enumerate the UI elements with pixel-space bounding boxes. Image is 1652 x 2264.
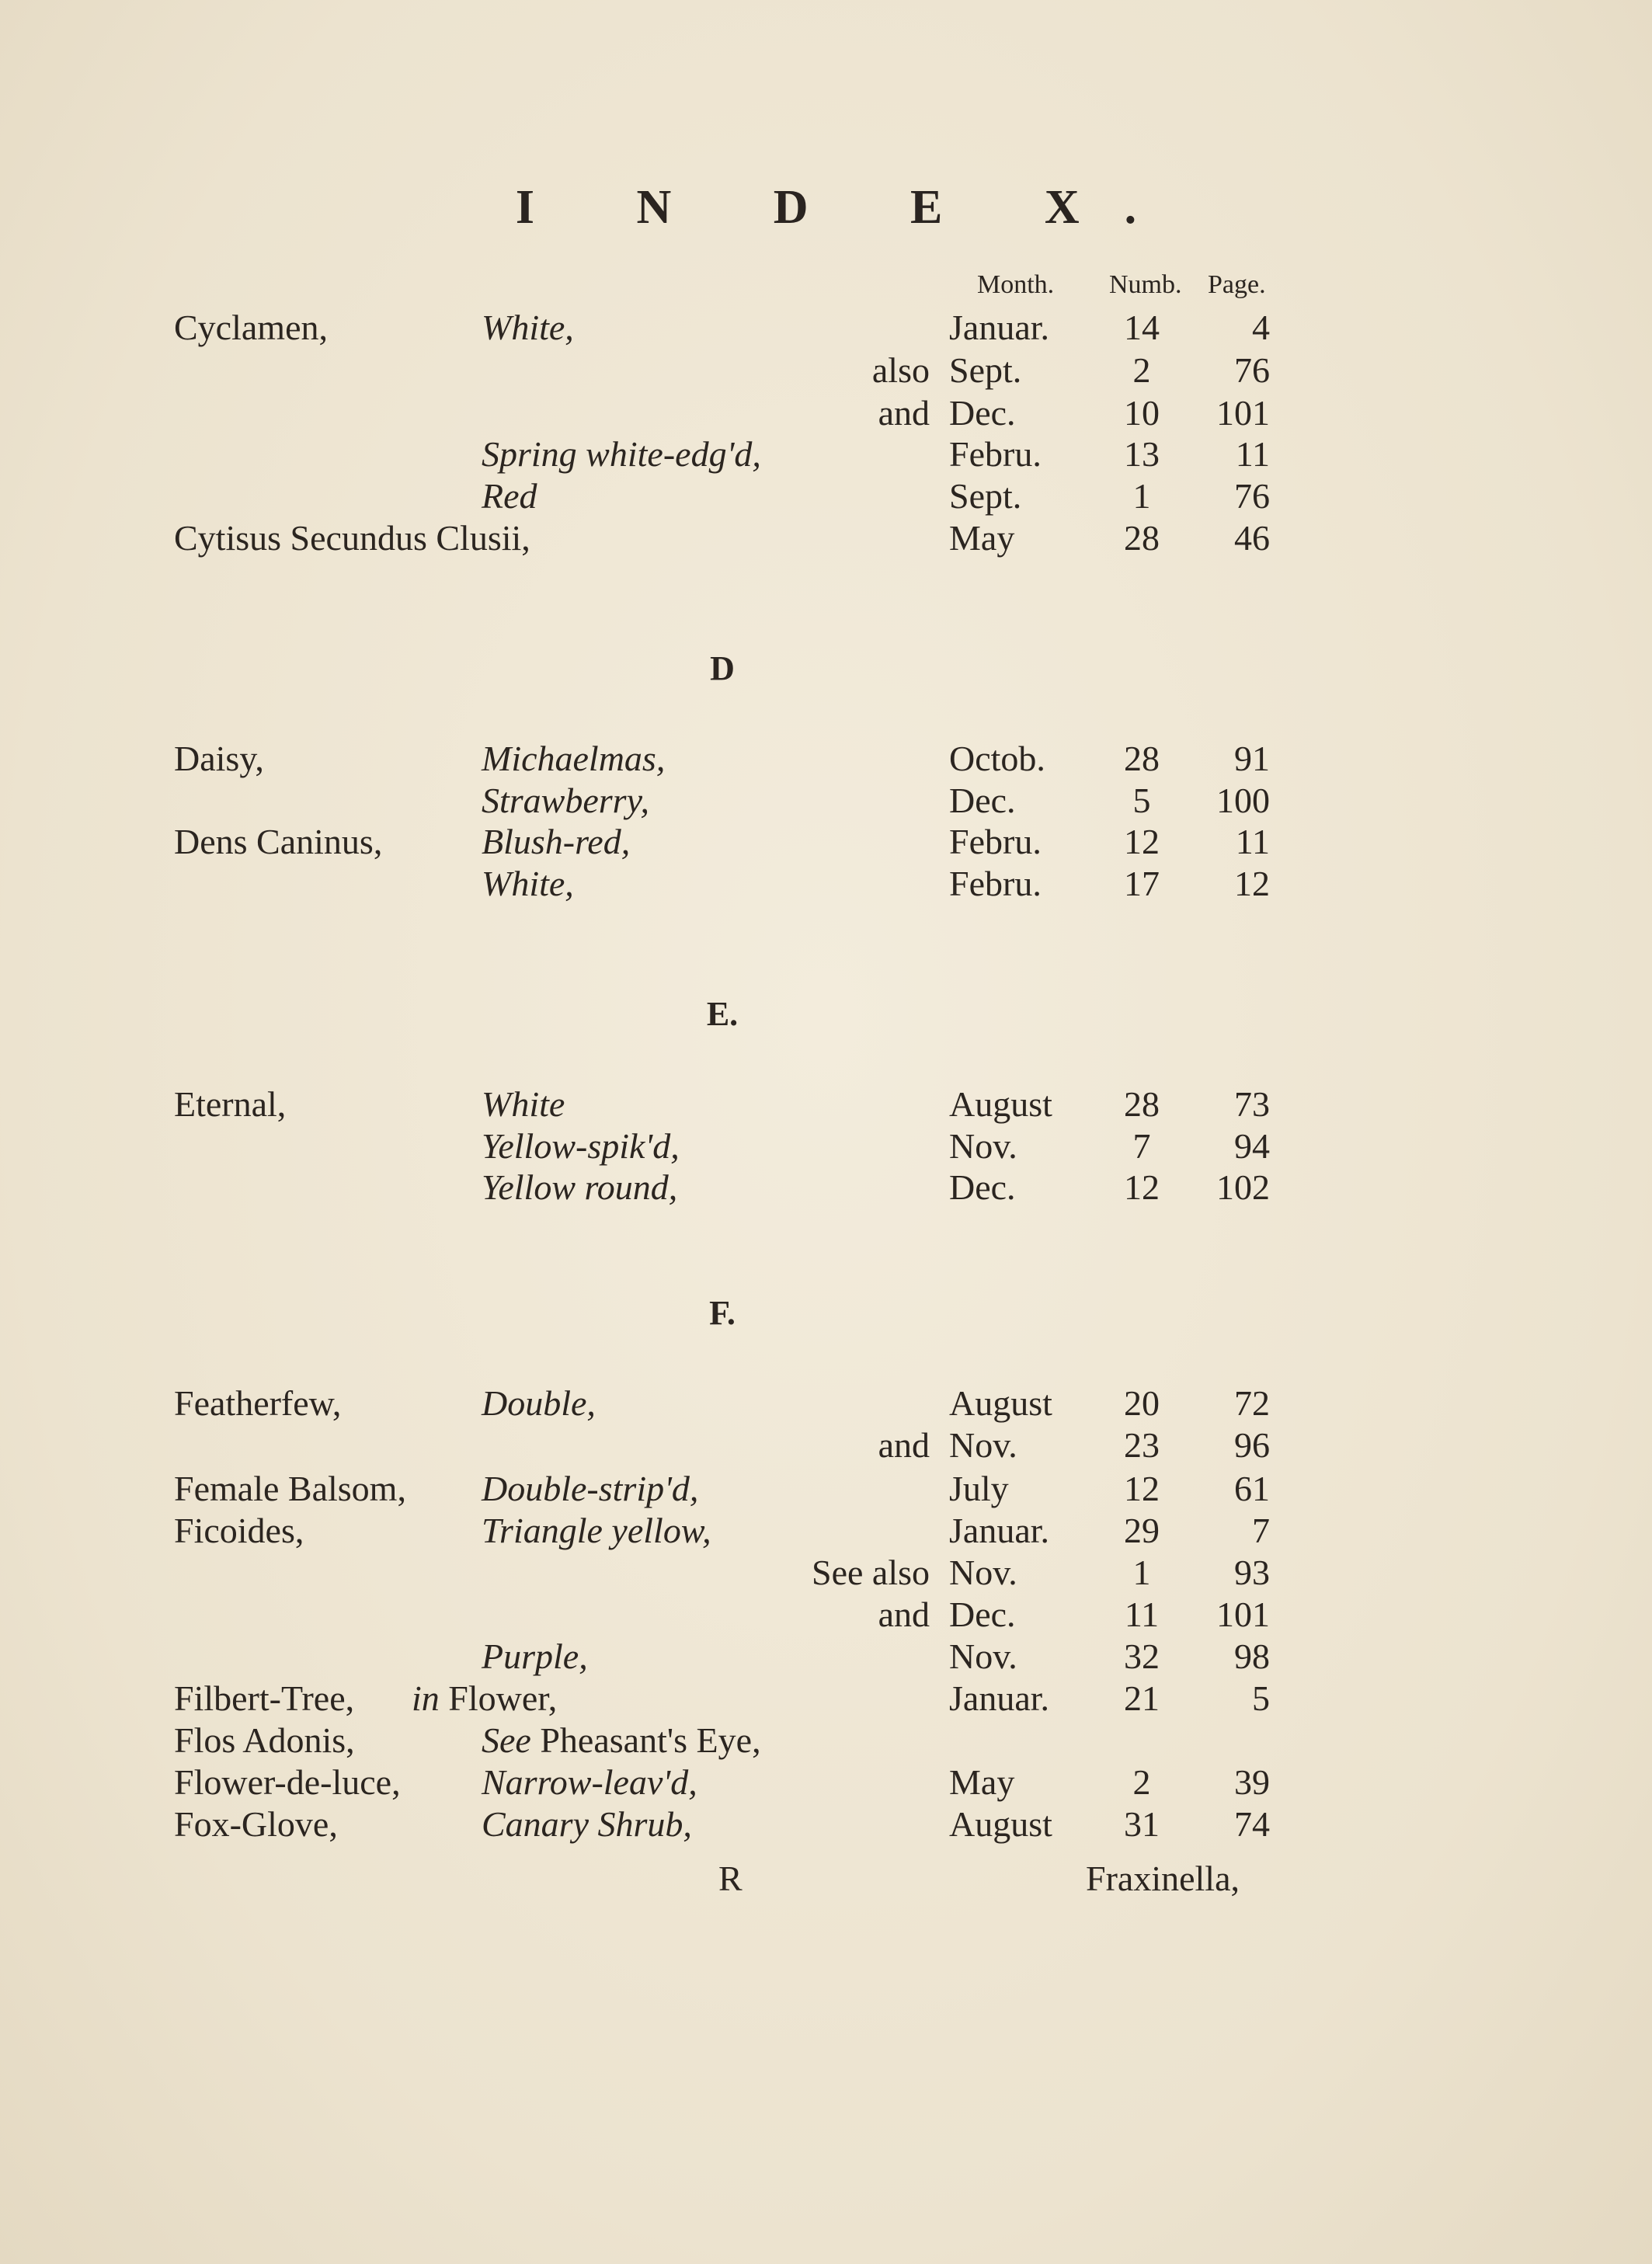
index-entry-row [0,863,1652,906]
entry-page: 98 [1234,1636,1270,1676]
entry-number: 21 [1124,1678,1160,1718]
entry-name: Flower-de-luce, [174,1762,401,1802]
index-entry-row [0,1424,1652,1468]
entry-month: Octob. [949,739,1045,778]
entry-page: 101 [1216,1595,1270,1634]
entry-number: 28 [1124,739,1160,778]
entry-page: 7 [1252,1511,1270,1550]
entry-month: Nov. [949,1553,1017,1592]
entry-variety: Yellow-spik'd, [482,1126,680,1166]
entry-prefix: and [878,1595,930,1634]
entry-page: 74 [1234,1804,1270,1844]
entry-month: May [949,518,1015,558]
entry-month: August [949,1084,1052,1124]
entry-variety: White, [482,308,574,347]
entry-page: 5 [1252,1678,1270,1718]
entry-name: Featherfew, [174,1383,342,1423]
entry-prefix: and [878,1425,930,1465]
entry-number: 11 [1124,1595,1160,1634]
entry-number: 2 [1132,350,1151,390]
entry-page: 61 [1234,1469,1270,1508]
section-letter: D [710,649,735,687]
entry-page: 91 [1234,739,1270,778]
entry-month: Nov. [949,1126,1017,1166]
entry-variety: Red [482,476,537,516]
entry-page: 12 [1234,864,1270,903]
entry-prefix: also [871,350,930,390]
index-entry-row [0,1761,1652,1805]
entry-page: 4 [1252,308,1270,347]
catchword: Fraxinella, [1086,1859,1240,1898]
index-entry-row [0,307,1652,350]
entry-month: Nov. [949,1636,1017,1676]
index-entry-row [0,1678,1652,1721]
entry-name: Cyclamen, [174,308,328,347]
entry-variety: Canary Shrub, [482,1804,692,1844]
index-entry-row [0,738,1652,781]
entry-month: Januar. [949,1678,1050,1718]
index-entry-row [0,1468,1652,1511]
index-entry-row [0,1510,1652,1553]
entry-page: 100 [1216,781,1270,820]
index-entry-row [0,433,1652,477]
entry-name: Ficoides, [174,1511,304,1550]
index-entry-row [0,780,1652,823]
index-entry-row [0,1636,1652,1679]
entry-page: 46 [1234,518,1270,558]
entry-page: 76 [1234,350,1270,390]
entry-number: 32 [1124,1636,1160,1676]
entry-variety: White [482,1084,565,1124]
entry-month: August [949,1383,1052,1423]
entry-month: July [949,1469,1009,1508]
entry-number: 12 [1124,822,1160,861]
entry-variety: Double, [482,1383,596,1423]
entry-page: 76 [1234,476,1270,516]
entry-name: Filbert-Tree, [174,1678,355,1718]
entry-prefix: and [878,393,930,433]
column-header-page: Page. [1208,270,1266,299]
entry-month: Dec. [949,1595,1016,1634]
entry-month: Nov. [949,1425,1017,1465]
entry-page: 11 [1235,434,1270,474]
entry-month: Januar. [949,308,1050,347]
entry-variety: Yellow round, [482,1167,678,1207]
entry-variety: Michaelmas, [482,739,666,778]
entry-variety: Strawberry, [482,781,649,820]
index-entry-row [0,1803,1652,1847]
entry-variety: White, [482,864,574,903]
entry-month: Febru. [949,434,1042,474]
index-entry-row [0,1594,1652,1637]
page-title: I N D E X. [515,181,1182,234]
entry-page: 101 [1216,393,1270,433]
index-entry-row [0,350,1652,393]
entry-number: 12 [1124,1469,1160,1508]
entry-name: Eternal, [174,1084,287,1124]
entry-number: 1 [1132,1553,1151,1592]
entry-variety: Spring white-edg'd, [482,434,761,474]
entry-month: Sept. [949,350,1022,390]
entry-number: 31 [1124,1804,1160,1844]
entry-page: 72 [1234,1383,1270,1423]
entry-page: 94 [1234,1126,1270,1166]
entry-number: 2 [1132,1762,1151,1802]
entry-number: 17 [1124,864,1160,903]
signature-mark: R [718,1859,743,1898]
entry-page: 93 [1234,1553,1270,1592]
entry-number: 12 [1124,1167,1160,1207]
entry-month: Dec. [949,1167,1016,1207]
entry-month: Dec. [949,393,1016,433]
entry-number: 13 [1124,434,1160,474]
entry-variety: Purple, [482,1636,588,1676]
entry-name: Daisy, [174,739,264,778]
index-entry-row [0,1167,1652,1210]
entry-month: Febru. [949,864,1042,903]
entry-month: Sept. [949,476,1022,516]
entry-variety: Double-strip'd, [482,1469,699,1508]
entry-number: 29 [1124,1511,1160,1550]
index-entry-row [0,517,1652,561]
entry-variety: Triangle yellow, [482,1511,711,1550]
entry-page: 39 [1234,1762,1270,1802]
entry-note-italic: in [412,1678,440,1718]
entry-month: Febru. [949,822,1042,861]
index-entry-row [0,392,1652,436]
index-entry-row [0,475,1652,519]
entry-name: Dens Caninus, [174,822,383,861]
entry-name: Fox-Glove, [174,1804,338,1844]
cross-reference-target: Pheasant's Eye, [540,1720,761,1760]
entry-page: 102 [1216,1167,1270,1207]
cross-reference-see: See [482,1720,531,1760]
entry-number: 14 [1124,308,1160,347]
entry-cross-reference [482,1720,761,1761]
column-header-numb: Numb. [1109,270,1182,299]
entry-month: Januar. [949,1511,1050,1550]
entry-note [412,1678,557,1719]
index-entry-row [0,1720,1652,1763]
entry-month: August [949,1804,1052,1844]
section-letter: E. [706,995,739,1033]
entry-number: 28 [1124,518,1160,558]
entry-number: 5 [1132,781,1151,820]
entry-name: Flos Adonis, [174,1720,355,1760]
entry-page: 73 [1234,1084,1270,1124]
index-entry-row [0,1382,1652,1426]
index-entry-row [0,1083,1652,1127]
entry-number: 1 [1132,476,1151,516]
section-letter: F. [709,1294,736,1332]
entry-number: 10 [1124,393,1160,433]
entry-month: May [949,1762,1015,1802]
entry-name: Female Balsom, [174,1469,406,1508]
entry-number: 7 [1132,1126,1151,1166]
entry-number: 23 [1124,1425,1160,1465]
entry-page: 11 [1235,822,1270,861]
entry-prefix: See also [811,1553,930,1592]
index-entry-row [0,1125,1652,1169]
entry-page: 96 [1234,1425,1270,1465]
entry-name: Cytisus Secundus Clusii, [174,518,530,558]
index-entry-row [0,821,1652,864]
entry-month: Dec. [949,781,1016,820]
entry-note-text: Flower, [448,1678,558,1718]
entry-number: 20 [1124,1383,1160,1423]
column-header-month: Month. [977,270,1055,299]
entry-number: 28 [1124,1084,1160,1124]
index-entry-row [0,1552,1652,1595]
entry-variety: Blush-red, [482,822,631,861]
entry-variety: Narrow-leav'd, [482,1762,697,1802]
